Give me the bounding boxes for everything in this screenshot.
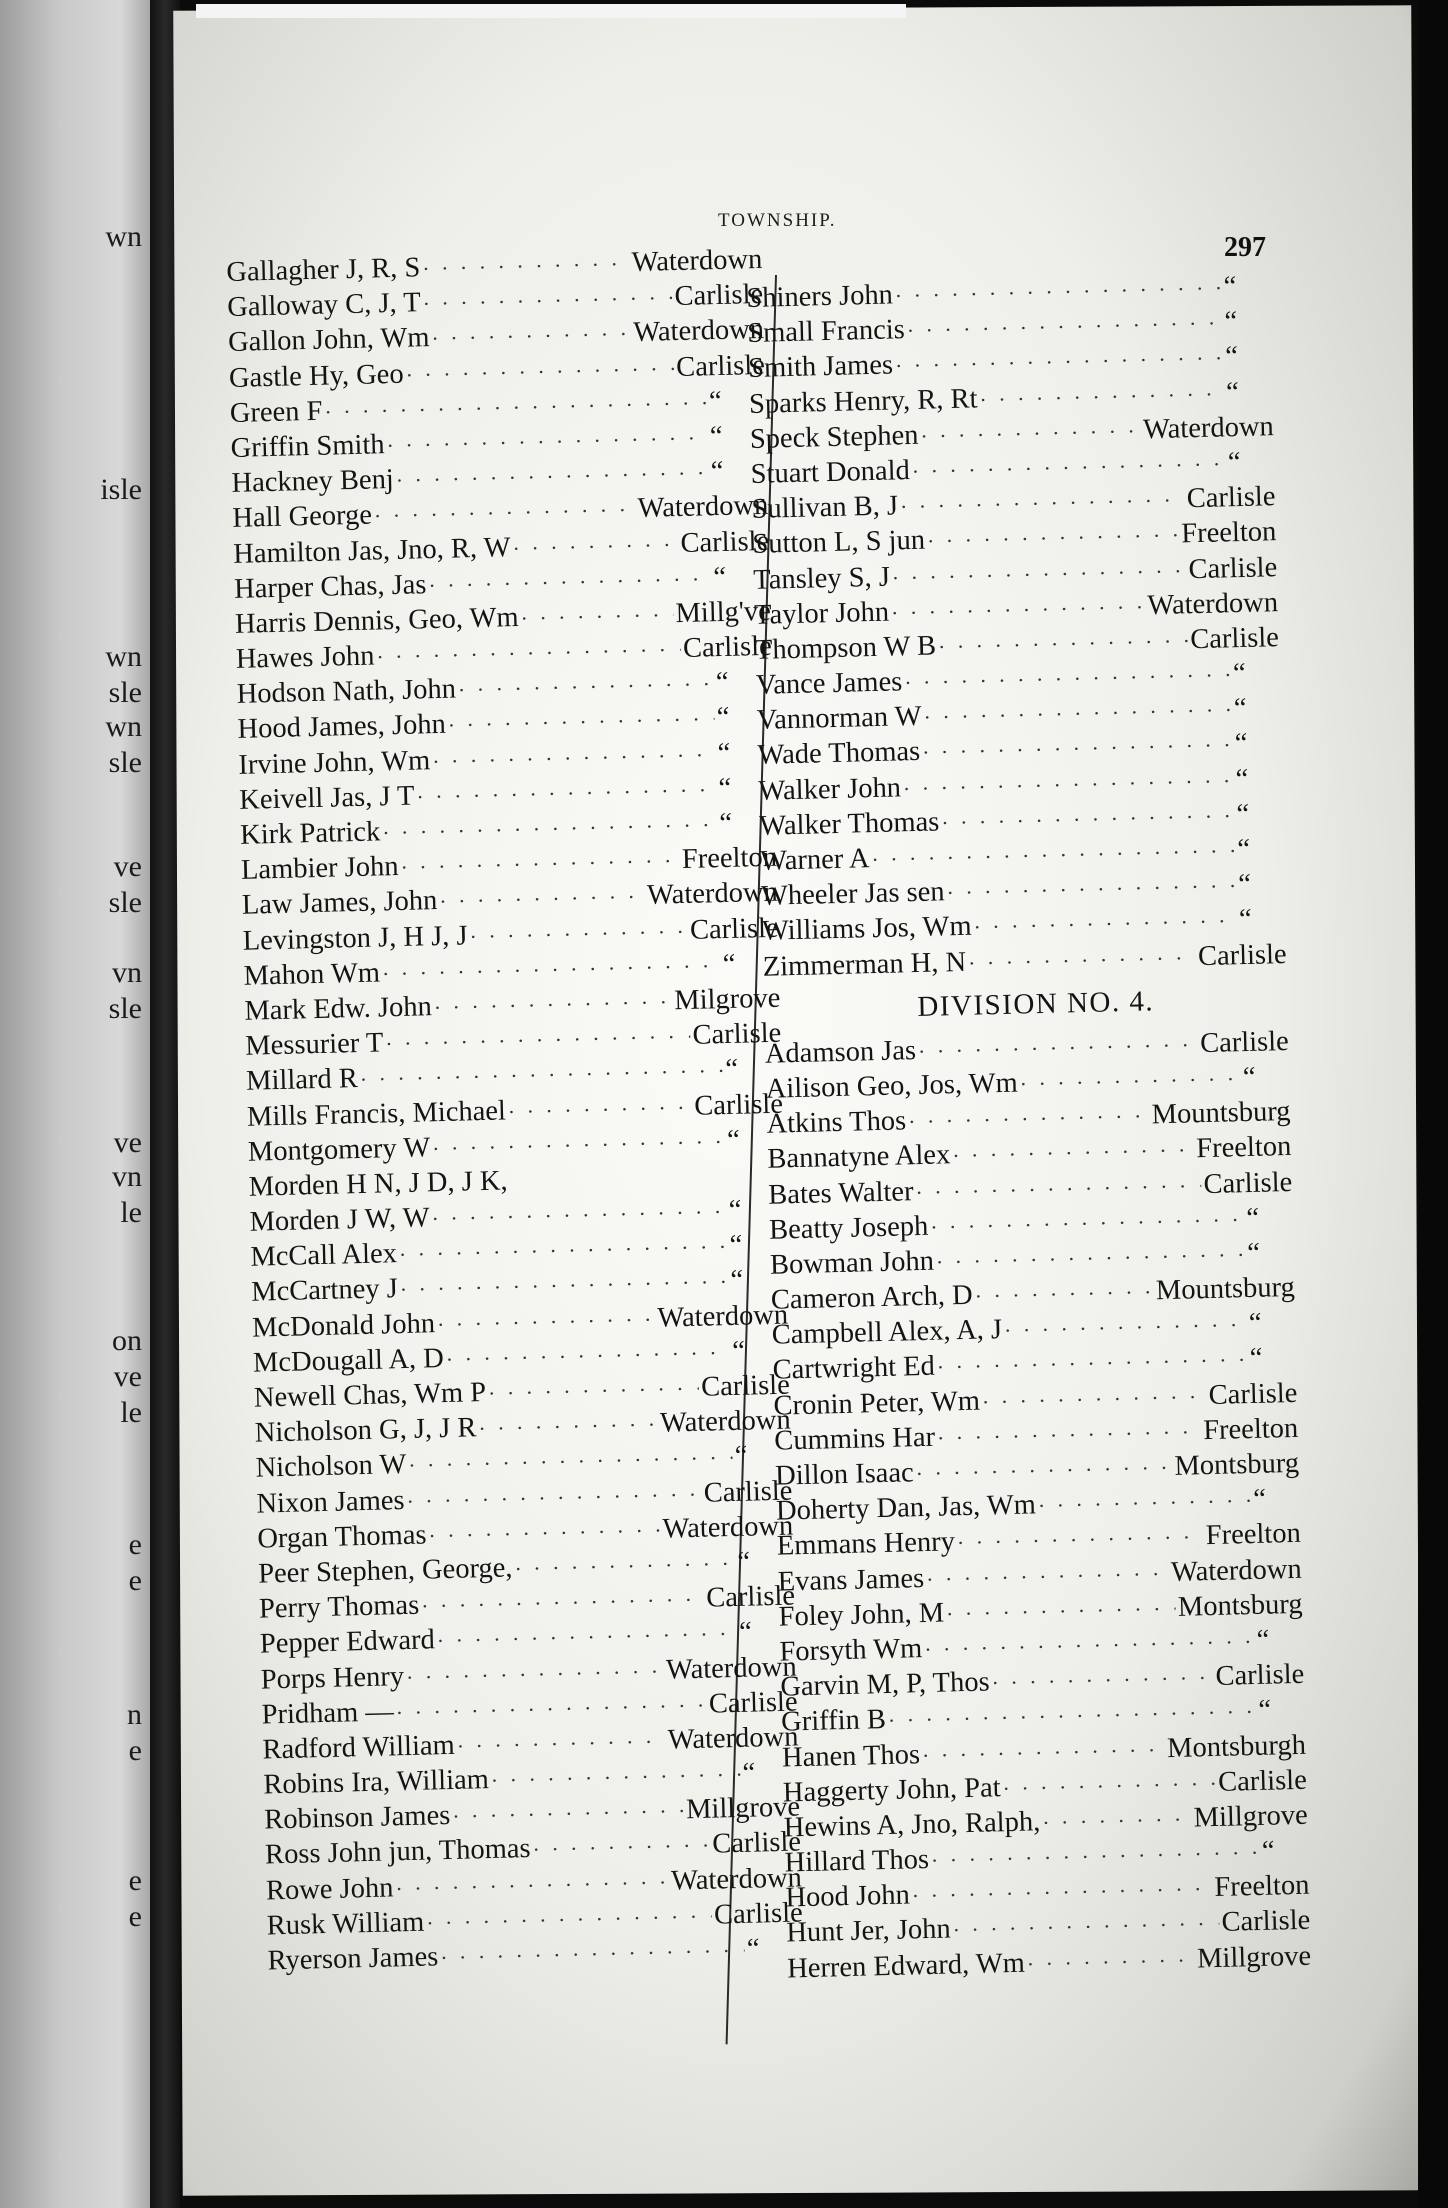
- entry-place: “: [1224, 341, 1239, 373]
- left-page-text-fragment: e: [128, 1528, 142, 1561]
- entry-name: Hanen Thos: [781, 1738, 921, 1774]
- entry-name: Kirk Patrick: [239, 816, 381, 851]
- entry-place: Carlisle: [1215, 1658, 1305, 1693]
- entry-place: “: [718, 772, 732, 804]
- entry-name: Smith James: [747, 349, 894, 385]
- entry-place: “: [1232, 657, 1247, 690]
- entry-name: Nicholson G, J, J R: [254, 1412, 477, 1449]
- entry-name: Hood James, John: [237, 709, 447, 746]
- page-top-edge: [196, 4, 906, 18]
- entry-name: Mills Francis, Michael: [246, 1094, 507, 1133]
- entry-name: Cartwright Ed: [772, 1351, 936, 1387]
- entry-name: Griffin B: [780, 1704, 887, 1738]
- entry-name: Stuart Donald: [750, 454, 911, 490]
- entry-name: Gastle Hy, Geo: [228, 358, 404, 394]
- entry-place: Carlisle: [703, 1475, 793, 1509]
- leader-dots: [946, 1591, 1177, 1632]
- entry-place: Waterdown: [632, 314, 765, 349]
- leader-dots: [1026, 1942, 1195, 1981]
- entry-place: Waterdown: [659, 1404, 792, 1439]
- entry-place: “: [708, 385, 723, 417]
- entry-name: Harris Dennis, Geo, Wm: [234, 601, 519, 640]
- entry-name: Harper Chas, Jas: [233, 568, 427, 605]
- leader-dots: [991, 1660, 1214, 1701]
- entry-place: Mountsburg: [1151, 1096, 1291, 1131]
- entry-name: Mahon Wm: [243, 957, 381, 992]
- entry-name: Foley John, M: [778, 1597, 945, 1633]
- leader-dots: [439, 879, 646, 919]
- entry-place: Carlisle: [705, 1580, 796, 1614]
- left-page-text-fragment: e: [128, 1864, 142, 1897]
- entry-place: Carlisle: [1197, 938, 1287, 972]
- entry-name: Haggerty John, Pat: [782, 1771, 1001, 1809]
- leader-dots: [422, 246, 630, 286]
- entry-place: Mountsburg: [1155, 1271, 1296, 1307]
- entry-name: Hackney Benj: [231, 464, 395, 500]
- entry-place: Carlisle: [1199, 1025, 1290, 1059]
- entry-place: Montsburg: [1174, 1447, 1300, 1482]
- leader-dots: [922, 1732, 1166, 1773]
- entry-place: “: [710, 456, 724, 488]
- left-page-text-fragment: sle: [108, 746, 142, 779]
- leader-dots: [952, 1133, 1195, 1174]
- entry-name: Gallon John, Wm: [227, 322, 430, 359]
- entry-name: Vance James: [755, 666, 903, 701]
- entry-name: Small Francis: [746, 314, 906, 350]
- entry-name: Hamilton Jas, Jno, R, W: [232, 531, 511, 570]
- entry-place: Carlisle: [700, 1369, 791, 1403]
- entry-name: McCall Alex: [250, 1238, 398, 1273]
- entry-name: Griffin Smith: [230, 429, 385, 464]
- entry-name: Thompson W B: [754, 630, 937, 666]
- entry-name: Evans James: [777, 1562, 925, 1598]
- entry-name: Bannatyne Alex: [767, 1139, 951, 1176]
- entry-place: “: [725, 1054, 739, 1086]
- leader-dots: [432, 1124, 726, 1166]
- entry-place: Carlisle: [1188, 551, 1278, 585]
- entry-place: Freelton: [1180, 516, 1277, 550]
- entry-place: “: [1256, 1624, 1270, 1656]
- left-page-text-fragment: n: [127, 1698, 142, 1731]
- entry-name: Robinson James: [263, 1800, 451, 1836]
- entry-place: Millgrove: [1196, 1940, 1312, 1975]
- left-page-edge: [0, 0, 150, 2208]
- entry-place: Freelton: [1195, 1131, 1292, 1165]
- leader-dots: [982, 1379, 1208, 1420]
- entry-place: “: [1224, 306, 1238, 338]
- entry-place: “: [712, 561, 727, 593]
- entry-place: Millg've: [675, 595, 772, 629]
- leader-dots: [514, 1546, 736, 1587]
- leader-dots: [957, 1520, 1205, 1561]
- entry-name: Hunt Jer, John: [786, 1913, 952, 1949]
- entry-name: McDougall A, D: [252, 1342, 445, 1379]
- entry-place: Carlisle: [675, 349, 766, 383]
- entry-name: Montgomery W: [247, 1131, 431, 1168]
- leader-dots: [1004, 1307, 1248, 1348]
- entry-place: Carlisle: [1217, 1764, 1308, 1798]
- entry-place: Carlisle: [711, 1826, 802, 1861]
- left-page-text-fragment: wn: [105, 710, 142, 743]
- entry-place: “: [1252, 1483, 1267, 1516]
- leader-dots: [974, 1274, 1154, 1314]
- leader-dots: [478, 1407, 658, 1447]
- entry-place: Carlisle: [708, 1686, 798, 1720]
- leader-dots: [452, 1794, 685, 1835]
- entry-place: “: [1235, 763, 1249, 795]
- entry-name: Emmans Henry: [776, 1526, 956, 1562]
- entry-name: Keivell Jas, J T: [238, 780, 415, 816]
- entry-place: Millgrove: [1193, 1799, 1309, 1834]
- entry-place: Carlisle: [692, 1017, 782, 1051]
- entry-name: Irvine John, Wm: [238, 744, 431, 781]
- entry-name: Pepper Edward: [259, 1624, 436, 1660]
- entry-name: Wheeler Jas sen: [760, 876, 945, 912]
- entry-name: Levingston J, H J, J: [242, 919, 468, 957]
- entry-name: Porps Henry: [260, 1660, 405, 1696]
- entry-place: “: [1261, 1835, 1275, 1867]
- division-heading: DIVISION NO. 4.: [917, 984, 1155, 1023]
- entry-place: Milgrove: [673, 982, 781, 1017]
- entry-place: Montsburgh: [1166, 1729, 1307, 1764]
- entry-name: Garvin M, P, Thos: [779, 1666, 990, 1703]
- entry-place: “: [1225, 376, 1240, 408]
- entry-name: Messurier T: [244, 1027, 384, 1062]
- entry-place: “: [726, 1124, 741, 1156]
- leader-dots: [908, 1099, 1150, 1140]
- entry-place: “: [1234, 728, 1248, 760]
- entry-name: Peer Stephen, George,: [257, 1552, 513, 1590]
- entry-name: Cronin Peter, Wm: [773, 1385, 981, 1422]
- entry-place: “: [715, 667, 729, 699]
- left-page-text-fragment: isle: [100, 473, 142, 506]
- entry-name: Perry Thomas: [258, 1589, 420, 1625]
- entry-name: Bowman John: [769, 1245, 935, 1281]
- entry-place: “: [1238, 904, 1253, 936]
- entry-name: Robins Ira, William: [263, 1764, 490, 1801]
- entry-name: Bates Walter: [767, 1175, 914, 1211]
- leader-dots: [920, 413, 1142, 454]
- entry-place: Waterdown: [631, 243, 763, 279]
- entry-name: Hodson Nath, John: [236, 673, 457, 711]
- entry-name: Forsyth Wm: [779, 1633, 923, 1668]
- entry-name: Hall George: [232, 499, 373, 535]
- entry-place: “: [709, 420, 723, 453]
- entry-place: Carlisle: [1221, 1905, 1311, 1939]
- leader-dots: [469, 913, 688, 954]
- entry-place: “: [1242, 1061, 1256, 1094]
- entry-name: Wade Thomas: [757, 736, 921, 772]
- leader-dots: [437, 1301, 656, 1342]
- leader-dots: [968, 940, 1197, 981]
- entry-place: “: [716, 702, 730, 734]
- page-number: 297: [1224, 232, 1266, 263]
- left-page-text-fragment: le: [120, 1196, 142, 1229]
- entry-place: “: [1227, 446, 1241, 479]
- leader-dots: [520, 597, 674, 636]
- entry-name: Pridham —: [261, 1696, 395, 1731]
- entry-name: Green F: [229, 395, 323, 429]
- right-border: [1418, 0, 1448, 2208]
- entry-name: Taylor John: [753, 596, 890, 631]
- entry-name: Shiners John: [746, 279, 894, 314]
- entry-place: “: [746, 1933, 760, 1965]
- entry-name: Rowe John: [265, 1872, 394, 1907]
- division-4-list: [764, 1024, 1311, 1987]
- entry-name: Williams Jos, Wm: [761, 911, 972, 948]
- entry-name: Herren Edward, Wm: [786, 1947, 1026, 1985]
- entry-name: Campbell Alex, A, J: [771, 1314, 1003, 1351]
- entry-name: McCartney J: [250, 1273, 399, 1309]
- entry-place: “: [1233, 693, 1247, 725]
- entry-place: Carlisle: [682, 630, 773, 665]
- entry-place: Waterdown: [670, 1862, 803, 1897]
- entry-name: Hewins A, Jno, Ralph,: [783, 1806, 1041, 1844]
- entry-name: Zimmerman H, N: [762, 946, 967, 983]
- entry-name: Doherty Dan, Jas, Wm: [775, 1489, 1037, 1527]
- right-column: [746, 268, 1312, 1986]
- entry-name: Ryerson James: [267, 1941, 439, 1977]
- entry-name: Hawes John: [235, 640, 375, 675]
- leader-dots: [440, 1933, 745, 1976]
- entry-name: Hood John: [785, 1879, 911, 1914]
- left-page-text-fragment: wn: [105, 220, 142, 253]
- entry-place: Freelton: [1202, 1412, 1299, 1446]
- left-page-text-fragment: e: [128, 1900, 142, 1933]
- entry-place: Waterdown: [1146, 586, 1279, 621]
- entry-name: McDonald John: [251, 1307, 436, 1344]
- left-page-text-fragment: ve: [113, 1360, 142, 1393]
- entry-place: “: [738, 1616, 753, 1649]
- entry-name: Dillon Isaac: [774, 1457, 915, 1492]
- entry-name: Law James, John: [241, 885, 438, 922]
- entry-place: Carlisle: [1203, 1166, 1293, 1200]
- entry-name: Beatty Joseph: [768, 1210, 929, 1246]
- entry-name: Galloway C, J, T: [226, 287, 422, 324]
- entry-name: Atkins Thos: [766, 1105, 907, 1140]
- left-page-text-fragment: sle: [108, 992, 142, 1025]
- entry-name: Cameron Arch, D: [770, 1279, 974, 1316]
- entry-name: Nixon James: [256, 1484, 405, 1520]
- entry-name: Adamson Jas: [764, 1034, 917, 1070]
- entry-place: “: [729, 1229, 743, 1262]
- leader-dots: [456, 1724, 666, 1764]
- entry-name: Mark Edw. John: [244, 991, 433, 1027]
- page-header: TOWNSHIP.: [718, 210, 837, 231]
- entry-place: Carlisle: [680, 525, 770, 559]
- leader-dots: [926, 1556, 1170, 1597]
- entry-place: “: [1237, 833, 1251, 866]
- entry-name: Gallagher J, R, S: [226, 252, 421, 288]
- entry-name: Ailison Geo, Jos, Wm: [765, 1067, 1019, 1105]
- entry-name: Walker John: [758, 771, 902, 807]
- entry-name: Sullivan B, J: [751, 490, 899, 526]
- entry-name: Newell Chas, Wm P: [253, 1376, 487, 1414]
- entry-place: Waterdown: [1142, 410, 1275, 446]
- left-page-text-fragment: wn: [105, 640, 142, 673]
- entry-place: Carlisle: [713, 1897, 804, 1931]
- entry-place: Waterdown: [1170, 1553, 1303, 1588]
- entry-name: Walker Thomas: [758, 806, 940, 842]
- entry-name: Rusk William: [266, 1906, 425, 1942]
- leader-dots: [431, 316, 632, 356]
- entry-place: “: [737, 1546, 751, 1578]
- leader-dots: [512, 527, 679, 566]
- entry-place: “: [742, 1757, 756, 1789]
- leader-dots: [507, 1089, 692, 1129]
- entry-place: Carlisle: [1186, 481, 1276, 515]
- entry-place: Waterdown: [665, 1650, 798, 1686]
- entry-place: Waterdown: [637, 490, 769, 525]
- entry-name: Morden H N, J D, J K,: [248, 1165, 508, 1203]
- entry-name: Hillard Thos: [784, 1844, 930, 1879]
- entry-place: “: [722, 948, 736, 980]
- entry-place: “: [719, 807, 733, 840]
- left-page-text-fragment: e: [128, 1564, 142, 1597]
- left-page-text-fragment: vn: [112, 956, 142, 989]
- left-page-text-fragment: ve: [113, 850, 142, 883]
- entry-place: Carlisle: [1189, 621, 1280, 656]
- entry-place: “: [1237, 869, 1252, 901]
- leader-dots: [433, 984, 672, 1025]
- leader-dots: [1042, 1801, 1192, 1840]
- entry-place: Waterdown: [662, 1510, 794, 1545]
- entry-name: Nicholson W: [255, 1449, 407, 1485]
- left-page-text-fragment: ve: [113, 1126, 142, 1159]
- left-page-text-fragment: sle: [108, 886, 142, 919]
- entry-name: Warner A: [759, 843, 870, 877]
- entry-place: “: [731, 1335, 746, 1367]
- entry-name: Lambier John: [240, 851, 399, 886]
- entry-place: Waterdown: [646, 877, 779, 912]
- left-page-text-fragment: vn: [112, 1160, 142, 1193]
- entry-place: “: [734, 1440, 748, 1473]
- entry-place: Montsburg: [1177, 1588, 1303, 1623]
- left-page-text-fragment: le: [120, 1396, 142, 1429]
- leader-dots: [428, 1513, 661, 1554]
- right-column-top-list: [746, 268, 1287, 984]
- entry-place: Carlisle: [693, 1088, 784, 1122]
- left-page-text-fragment: sle: [108, 676, 142, 709]
- entry-name: Cummins Har: [773, 1421, 936, 1457]
- leader-dots: [1002, 1766, 1216, 1806]
- entry-place: “: [1223, 271, 1237, 303]
- entry-place: “: [728, 1194, 742, 1227]
- entry-name: Sparks Henry, R, Rt: [748, 382, 978, 420]
- entry-place: Freelton: [681, 841, 778, 876]
- entry-place: Waterdown: [657, 1299, 789, 1334]
- leader-dots: [532, 1828, 711, 1868]
- left-page-text-fragment: e: [128, 1734, 142, 1767]
- entry-place: Millgrove: [685, 1791, 801, 1826]
- entry-name: Vannorman W: [756, 701, 922, 737]
- entry-place: “: [730, 1265, 744, 1297]
- entry-place: “: [1236, 798, 1250, 830]
- entry-name: Tansley S, J: [752, 561, 891, 596]
- entry-name: Radford William: [262, 1729, 456, 1766]
- entry-place: “: [1249, 1343, 1263, 1375]
- entry-name: Sutton L, S jun: [752, 525, 926, 561]
- entry-place: “: [1258, 1694, 1272, 1727]
- entry-place: “: [1248, 1307, 1263, 1340]
- left-page-text-fragment: on: [112, 1324, 142, 1357]
- entry-place: Freelton: [1214, 1869, 1310, 1904]
- entry-place: “: [1246, 1237, 1261, 1269]
- entry-place: Carlisle: [1208, 1377, 1298, 1411]
- entry-place: “: [717, 737, 731, 769]
- entry-name: Ross John jun, Thomas: [264, 1833, 531, 1871]
- entry-place: Carlisle: [689, 912, 779, 946]
- entry-place: “: [1246, 1202, 1260, 1234]
- entry-name: Organ Thomas: [256, 1519, 427, 1555]
- entry-place: Waterdown: [667, 1721, 799, 1756]
- entry-name: Speck Stephen: [749, 419, 919, 455]
- entry-place: Freelton: [1205, 1518, 1302, 1552]
- entry-name: Morden J W, W: [249, 1202, 430, 1238]
- left-column: [226, 242, 804, 1979]
- entry-place: Carlisle: [674, 279, 764, 313]
- entry-name: Millard R: [245, 1063, 359, 1098]
